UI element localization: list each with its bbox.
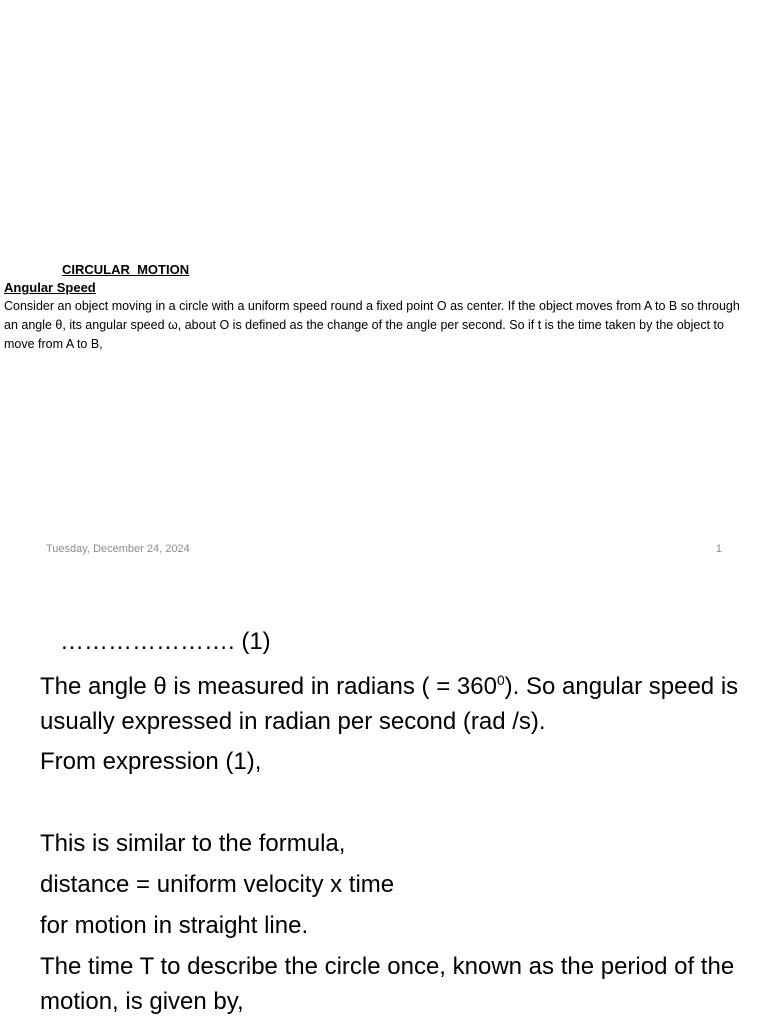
angle-radians-paragraph [40, 669, 740, 739]
section-heading-angular-speed: Angular Speed [4, 280, 96, 295]
document-title: CIRCULAR MOTION [62, 262, 190, 277]
similar-formula-line: This is similar to the formula, [40, 830, 346, 857]
angle-text-end: ). So angular speed is usually expressed in radian per second (rad /s). [40, 673, 739, 735]
degree-superscript: 0 [496, 672, 505, 688]
straight-line-motion-line: for motion in straight line. [40, 912, 309, 939]
equation-reference: …………………. (1) [60, 628, 271, 655]
period-paragraph: The time T to describe the circle once, known as the period of the motion, is given by, [40, 953, 735, 1015]
section-body-paragraph: Consider an object moving in a circle with a uniform speed round a fixed point O as center. If the object moves from A to B so through an angle θ, its angular speed ω, about O is defined as the change of the angle per second. So if t is the time taken by the object to move from A to B, [4, 299, 740, 351]
from-expression-line: From expression (1), [40, 748, 262, 775]
footer-date: Tuesday, December 24, 2024 [46, 543, 190, 555]
distance-formula-line: distance = uniform velocity x time [40, 871, 395, 898]
slide-2 [0, 576, 768, 1024]
footer-page-number: 1 [715, 543, 722, 555]
angle-text-start: The angle θ is measured in radians ( = 360 [40, 673, 497, 700]
